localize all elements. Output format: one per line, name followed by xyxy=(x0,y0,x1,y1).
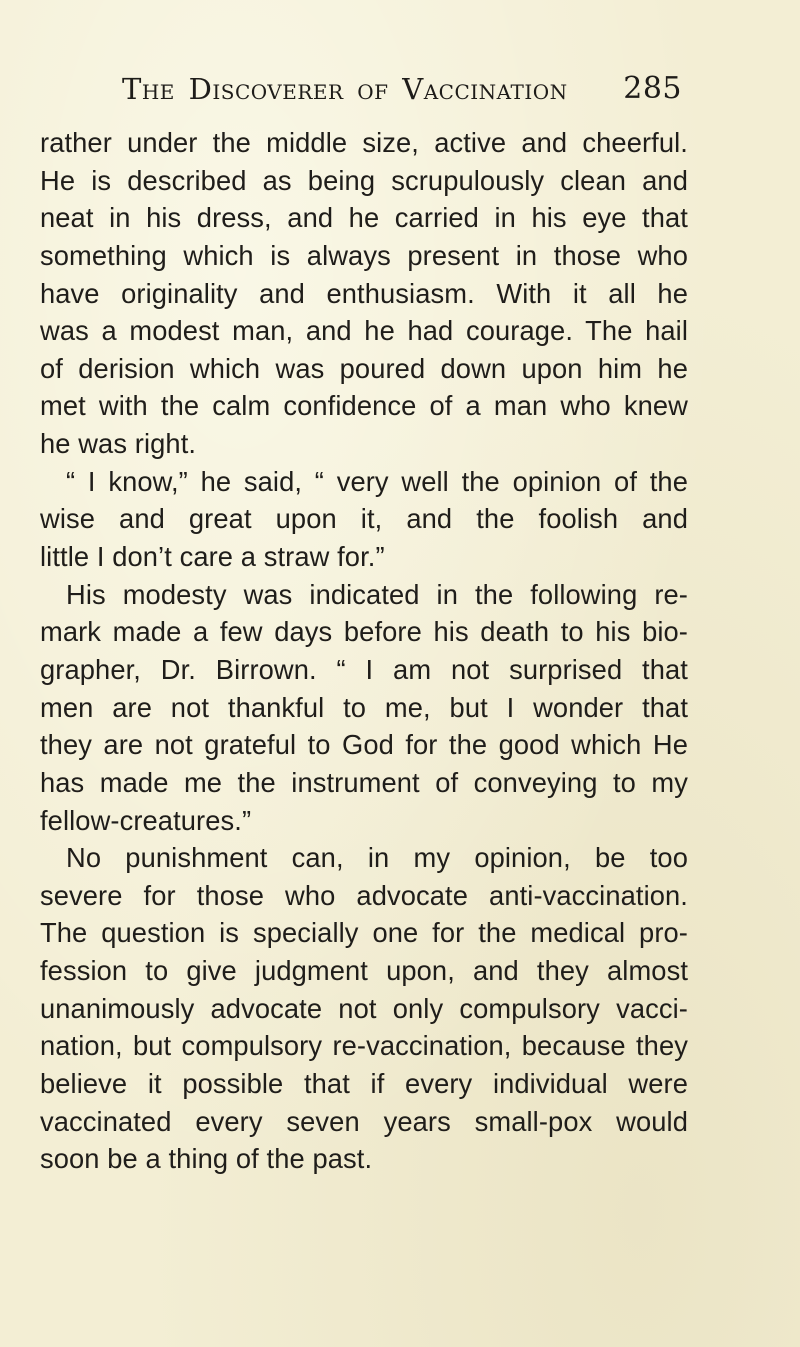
text-line: rather under the middle size, active and cheerful. xyxy=(40,127,688,158)
text-line: unanimously advocate not only compulsory vacci- xyxy=(40,992,688,1024)
text-line: they are not grateful to God for the good which He xyxy=(40,729,688,761)
text-line: nation, but compulsory re-vaccination, because they xyxy=(40,1030,688,1062)
text-line: vaccinated every seven years small-pox would xyxy=(40,1105,688,1137)
text-line: soon be a thing of the past. xyxy=(40,1143,373,1175)
text-line: No punishment can, in my opinion, be too xyxy=(66,842,688,874)
text-line: His modesty was indicated in the following re- xyxy=(66,578,688,610)
text-line: severe for those who advocate anti-vaccination. xyxy=(40,879,688,911)
running-title: The Discoverer of Vaccination xyxy=(122,72,568,106)
text-line: grapher, Dr. Birrown. “ I am not surprised that xyxy=(40,653,688,685)
text-line: something which is always present in those who xyxy=(40,239,688,271)
page-number: 285 xyxy=(623,71,682,106)
text-line: believe it possible that if every individual were xyxy=(40,1068,688,1100)
body-text xyxy=(40,124,688,1178)
text-line: little I don’t care a straw for.” xyxy=(40,541,385,573)
text-line: met with the calm confidence of a man who knew xyxy=(40,390,688,422)
text-line: have originality and enthusiasm. With it all he xyxy=(40,277,688,309)
text-line: was a modest man, and he had courage. The hail xyxy=(40,315,688,347)
text-line: “ I know,” he said, “ very well the opinion of the xyxy=(66,465,688,497)
text-line: fellow-creatures.” xyxy=(40,804,252,836)
text-line: has made me the instrument of conveying to my xyxy=(40,766,688,798)
text-line: wise and great upon it, and the foolish and xyxy=(40,503,688,535)
text-line: of derision which was poured down upon him he xyxy=(40,352,688,384)
text-line: he was right. xyxy=(40,428,197,460)
text-line: men are not thankful to me, but I wonder that xyxy=(40,691,688,723)
text-line: neat in his dress, and he carried in his eye that xyxy=(40,202,688,234)
running-head xyxy=(122,72,682,112)
text-line: fession to give judgment upon, and they almost xyxy=(40,955,688,987)
text-line: The question is specially one for the medical pro- xyxy=(40,917,688,949)
text-line: He is described as being scrupulously clean and xyxy=(40,164,688,196)
text-line: mark made a few days before his death to his bio- xyxy=(40,616,688,648)
